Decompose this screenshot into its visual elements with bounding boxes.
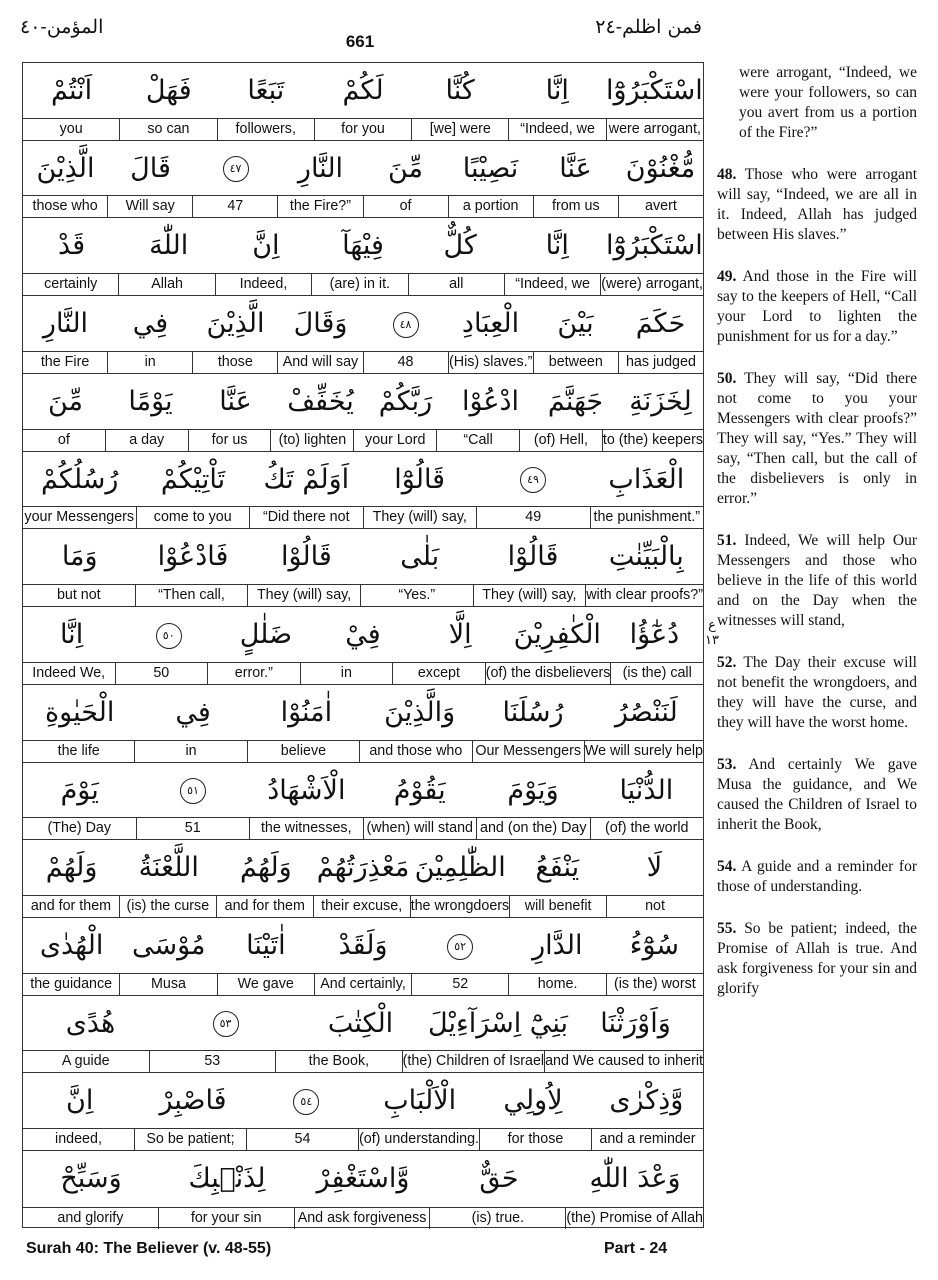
arabic-word: يَقُوْمُ [393, 774, 446, 806]
verse-row [23, 529, 703, 607]
english-gloss: indeed, [23, 1128, 134, 1150]
english-gloss: A guide [23, 1050, 149, 1072]
arabic-word: سُوْٓءُ [629, 930, 680, 962]
english-gloss-line [23, 973, 703, 995]
arabic-word: فِيْهَآ [342, 230, 384, 262]
english-gloss: “Did there not [249, 506, 363, 528]
arabic-word: اللَّعْنَةُ [138, 852, 199, 884]
surah-name-header: المؤمن-٤٠ [20, 16, 104, 38]
arabic-word: اِنَّ [66, 1085, 94, 1117]
english-gloss: and for them [216, 895, 313, 917]
english-gloss: (is the) call [610, 662, 703, 684]
english-gloss: Musa [119, 973, 216, 995]
arabic-word: يَوْمًا [128, 385, 173, 417]
verse-circle: ٤٧ [223, 156, 249, 182]
english-gloss: in [134, 740, 246, 762]
verse-circle: ٤٩ [520, 467, 546, 493]
english-gloss: (the) Children of Israel [402, 1050, 544, 1072]
arabic-word: النَّارِ [42, 308, 89, 340]
english-gloss-line [23, 351, 703, 373]
translation-verse-number: 54. [717, 858, 737, 875]
arabic-word: جَهَنَّمَ [547, 385, 604, 417]
english-gloss: So be patient; [134, 1128, 246, 1150]
arabic-word: اَوَلَمْ تَكُ [263, 463, 350, 495]
translation-verse-text: So be patient; indeed, the Promise of Allah is true. And ask forgiveness for your sin and glorify [717, 920, 917, 997]
arabic-word: وَيَوْمَ [507, 774, 559, 806]
arabic-word: يُخَفِّفْ [287, 385, 354, 417]
arabic-word: وَمَا [61, 541, 98, 573]
english-gloss: the wrongdoers [410, 895, 510, 917]
verse-row [23, 63, 703, 141]
english-gloss: for us [188, 429, 271, 451]
arabic-word: دُعٰٓؤُا [629, 619, 680, 651]
english-gloss: for your sin [158, 1207, 294, 1229]
arabic-word: حَقٌّ [479, 1163, 519, 1195]
translation-verse-text: They will say, “Did there not come to you your Messengers with clear proofs?” They will say, “Yes.” They will say, “Then call, but the call of the disbelievers is only in error.” [717, 370, 917, 507]
translation-verse-number: 55. [717, 920, 737, 937]
english-gloss: (is) the curse [119, 895, 216, 917]
english-gloss: error.” [207, 662, 300, 684]
english-gloss: (of) understanding. [358, 1128, 479, 1150]
arabic-word: الْعِبَادِ [461, 308, 520, 340]
english-gloss: They (will) say, [247, 584, 360, 606]
verse-number-marker [193, 141, 278, 197]
arabic-word: اسْتَكْبَرُوْٓا [606, 75, 703, 106]
english-gloss: were arrogant, [606, 118, 703, 140]
english-gloss: And will say [277, 351, 362, 373]
english-gloss: with clear proofs?” [585, 584, 703, 606]
english-gloss: certainly [23, 273, 118, 295]
verse-row [23, 685, 703, 763]
page-number: 661 [345, 32, 375, 51]
translation-verse-text: Indeed, We will help Our Messengers and those who believe in the life of this world and on the Day when the witnesses will stand, [717, 532, 917, 629]
arabic-word: الْاَلْبَابِ [383, 1085, 457, 1117]
arabic-word: كُنَّا [445, 75, 475, 106]
arabic-word: وَّاسْتَغْفِرْ [316, 1163, 410, 1195]
arabic-line [23, 141, 703, 197]
arabic-line [23, 63, 703, 119]
english-gloss: the Fire [23, 351, 107, 373]
part-name-header: فمن اظلم-٢٤ [595, 16, 702, 38]
arabic-word: مِّنَ [387, 152, 423, 184]
arabic-word: نَصِيْبًا [462, 152, 519, 184]
english-gloss: (were) arrogant, [600, 273, 703, 295]
english-gloss: has judged [618, 351, 703, 373]
arabic-word: تَاْتِيْكُمْ [160, 463, 226, 495]
english-gloss: 48 [363, 351, 448, 373]
arabic-word: هُدًى [65, 1007, 116, 1039]
english-gloss: 47 [192, 195, 277, 217]
english-gloss: (when) will stand [363, 817, 477, 839]
english-gloss: and a reminder [591, 1128, 703, 1150]
arabic-word: اٰمَنُوْا [280, 696, 333, 728]
english-gloss-line [23, 817, 703, 839]
arabic-word: فَادْعُوْا [157, 541, 229, 573]
english-gloss-line [23, 1128, 703, 1150]
arabic-word: قَالَ [130, 152, 171, 184]
english-gloss: avert [618, 195, 703, 217]
translation-verse-number: 53. [717, 756, 737, 773]
arabic-word: الْعَذَابِ [608, 463, 685, 495]
english-gloss: (are) in it. [311, 273, 407, 295]
verse-row [23, 218, 703, 296]
arabic-word: النَّارِ [297, 152, 344, 184]
verse-number-marker [120, 607, 217, 663]
english-gloss: the Fire?” [277, 195, 362, 217]
english-gloss: 51 [136, 817, 250, 839]
english-gloss: 53 [149, 1050, 276, 1072]
english-gloss: a portion [448, 195, 533, 217]
translation-verse-number: 51. [717, 532, 737, 549]
arabic-word: الْكِتٰبَ [327, 1007, 394, 1039]
arabic-word: اِنَّا [545, 230, 569, 262]
arabic-word: ادْعُوْا [461, 385, 520, 417]
english-gloss: come to you [136, 506, 250, 528]
arabic-word: مُوْسَى [131, 930, 206, 962]
arabic-word: حَكَمَ [635, 308, 686, 340]
english-gloss: your Messengers [23, 506, 136, 528]
english-gloss: And certainly, [314, 973, 411, 995]
arabic-word: وَسَبِّحْ [60, 1163, 122, 1195]
arabic-word: تَبَعًا [247, 75, 285, 106]
english-gloss: Will say [107, 195, 192, 217]
english-gloss: and (on the) Day [476, 817, 590, 839]
arabic-word: قَدْ [58, 230, 86, 262]
english-gloss: in [300, 662, 393, 684]
english-gloss: “Call [436, 429, 519, 451]
verse-circle: ٥٠ [156, 623, 182, 649]
arabic-word: ضَلٰلٍ [239, 619, 293, 651]
english-gloss: We will surely help [584, 740, 703, 762]
translation-verse-number: 48. [717, 166, 737, 183]
arabic-word: اِلَّا [448, 619, 472, 651]
arabic-word: وَلَقَدْ [338, 930, 388, 962]
arabic-word: بَيْنَ [557, 308, 594, 340]
translation-verse [717, 919, 917, 999]
verse-row [23, 452, 703, 530]
english-gloss: a day [105, 429, 188, 451]
english-gloss-line [23, 429, 703, 451]
arabic-word: اِنَّا [59, 619, 84, 651]
arabic-word: وَاَوْرَثْنَا [600, 1007, 671, 1039]
english-gloss: their excuse, [313, 895, 410, 917]
translation-verse-number: 50. [717, 370, 737, 387]
arabic-word: الَّذِيْنَ [36, 152, 95, 184]
arabic-line [23, 218, 703, 274]
english-gloss: between [533, 351, 618, 373]
verse-number-marker [412, 918, 509, 974]
english-gloss: you [23, 118, 119, 140]
arabic-line [23, 918, 703, 974]
english-gloss: and for them [23, 895, 119, 917]
english-gloss: to (the) keepers [602, 429, 703, 451]
translation-column [717, 63, 917, 1021]
english-gloss: (The) Day [23, 817, 136, 839]
english-gloss: (the) Promise of Allah [565, 1207, 703, 1229]
english-gloss: the punishment.” [590, 506, 704, 528]
english-gloss: (of) the disbelievers [485, 662, 611, 684]
translation-verse-text: And certainly We gave Musa the guidance, and We caused the Children of Israel to inherit the Book, [717, 756, 917, 833]
arabic-line [23, 685, 703, 741]
arabic-word: رَبَّكُمْ [378, 385, 433, 417]
english-gloss: but not [23, 584, 135, 606]
arabic-word: الْهُدٰى [39, 930, 104, 962]
english-gloss: Indeed, [215, 273, 311, 295]
arabic-word: الْحَيٰوةِ [44, 696, 115, 728]
arabic-word: لِاُولِي [503, 1085, 563, 1117]
arabic-line [23, 452, 703, 508]
english-gloss: “Indeed, we [508, 118, 605, 140]
english-gloss: all [408, 273, 504, 295]
verse-row [23, 1151, 703, 1229]
translation-verse [717, 653, 917, 733]
translation-verse [717, 531, 917, 631]
english-gloss: We gave [217, 973, 314, 995]
arabic-word: لَنَنْصُرُ [614, 696, 678, 728]
arabic-word: بَلٰى [400, 541, 440, 573]
arabic-word: مِّنَ [47, 385, 83, 417]
english-gloss-line [23, 1207, 703, 1229]
english-gloss: home. [508, 973, 605, 995]
english-gloss: your Lord [353, 429, 436, 451]
verse-row [23, 607, 703, 685]
english-gloss: They (will) say, [473, 584, 586, 606]
verse-circle: ٥٤ [293, 1089, 319, 1115]
arabic-word: عَنَّا [219, 385, 252, 417]
translation-verse-text: The Day their excuse will not benefit the wrongdoers, and they will have the curse, and they will have the worst home. [717, 654, 917, 731]
arabic-word: مَعْذِرَتُهُمْ [316, 852, 410, 884]
verse-circle: ٥٢ [447, 934, 473, 960]
english-gloss-line [23, 506, 703, 528]
arabic-word: فِي [132, 308, 169, 340]
english-gloss: (of) the world [590, 817, 704, 839]
arabic-word: اسْتَكْبَرُوْٓا [606, 230, 703, 262]
english-gloss: believe [247, 740, 359, 762]
verse-number-marker [250, 1073, 363, 1129]
translation-verse [717, 267, 917, 347]
english-gloss: the life [23, 740, 134, 762]
arabic-word: فِيْ [345, 619, 381, 651]
verse-circle: ٤٨ [393, 312, 419, 338]
english-gloss: “Then call, [135, 584, 248, 606]
english-gloss: and those who [359, 740, 471, 762]
arabic-word: فِي [175, 696, 211, 728]
english-gloss: of [23, 429, 105, 451]
arabic-word: اٰتَيْنَا [246, 930, 286, 962]
verse-circle: ٥٣ [213, 1011, 239, 1037]
arabic-word: اِنَّ [252, 230, 280, 262]
english-gloss: followers, [217, 118, 314, 140]
arabic-word: فَهَلْ [145, 75, 192, 106]
arabic-line [23, 840, 703, 896]
arabic-word: وَالَّذِيْنَ [384, 696, 456, 728]
arabic-line [23, 996, 703, 1052]
english-gloss: Our Messengers [472, 740, 584, 762]
verse-row [23, 1073, 703, 1151]
arabic-word: وَلَهُمُ [240, 852, 292, 884]
verse-circle: ٥١ [180, 778, 206, 804]
word-by-word-grid [22, 62, 704, 1228]
arabic-word: الظّٰلِمِيْنَ [414, 852, 506, 884]
english-gloss-line [23, 662, 703, 684]
arabic-word: الدَّارِ [532, 930, 583, 962]
english-gloss: so can [119, 118, 216, 140]
translation-verse-text: Those who were arrogant will say, “Indeed, we are all in it. Indeed, Allah has judged between His slaves.” [717, 166, 917, 243]
arabic-word: لِذَنْۢبِكَ [188, 1163, 266, 1195]
english-gloss-line [23, 1050, 703, 1072]
verse-number-marker [476, 452, 589, 508]
arabic-word: رُسُلُكُمْ [40, 463, 119, 495]
verse-row [23, 141, 703, 219]
english-gloss: (of) Hell, [519, 429, 602, 451]
translation-verse-number: 49. [717, 268, 737, 285]
arabic-word: يَوْمَ [60, 774, 99, 806]
english-gloss: will benefit [509, 895, 606, 917]
english-gloss: They (will) say, [363, 506, 477, 528]
arabic-word: بِالْبَيِّنٰتِ [608, 541, 684, 573]
arabic-word: وَقَالَ [293, 308, 348, 340]
arabic-line [23, 607, 703, 663]
english-gloss: “Indeed, we [504, 273, 600, 295]
arabic-word: اِنَّا [545, 75, 569, 106]
english-gloss-line [23, 895, 703, 917]
english-gloss: and We caused to inherit [544, 1050, 703, 1072]
arabic-word: اَنْتُمْ [51, 75, 93, 106]
english-gloss: for those [479, 1128, 591, 1150]
english-gloss: the Book, [275, 1050, 402, 1072]
english-gloss-line [23, 195, 703, 217]
translation-verse [717, 857, 917, 897]
translation-continuation: were arrogant, “Indeed, we were your followers, so can you avert from us a portion of the Fire?” [739, 64, 917, 141]
arabic-word: بَنِيْٓ اِسْرَآءِيْلَ [428, 1007, 568, 1039]
translation-verse-number: 52. [717, 654, 737, 671]
english-gloss: 50 [115, 662, 208, 684]
translation-verse [717, 755, 917, 835]
english-gloss: except [392, 662, 485, 684]
english-gloss: 52 [411, 973, 508, 995]
english-gloss: not [606, 895, 703, 917]
footer-surah: Surah 40: The Believer (v. 48-55) [26, 1240, 272, 1257]
english-gloss: 54 [246, 1128, 358, 1150]
english-gloss: of [363, 195, 448, 217]
verse-number-marker [363, 296, 448, 352]
english-gloss: for you [314, 118, 411, 140]
arabic-word: لَا [646, 852, 663, 884]
arabic-word: وَّذِكْرٰى [609, 1085, 684, 1117]
english-gloss: 49 [476, 506, 590, 528]
verse-row [23, 374, 703, 452]
english-gloss: those [192, 351, 277, 373]
english-gloss: Indeed We, [23, 662, 115, 684]
arabic-word: لَكُمْ [342, 75, 384, 106]
arabic-word: الْاَشْهَادُ [267, 774, 346, 806]
english-gloss-line [23, 273, 703, 295]
english-gloss: “Yes.” [360, 584, 473, 606]
english-gloss: Allah [118, 273, 214, 295]
english-gloss-line [23, 740, 703, 762]
translation-verse-text: And those in the Fire will say to the keepers of Hell, “Call your Lord to lighten the punishment for us for a day.” [717, 268, 917, 345]
english-gloss: the witnesses, [249, 817, 363, 839]
translation-verse [717, 165, 917, 245]
verse-row [23, 996, 703, 1074]
arabic-line [23, 296, 703, 352]
ruku-marker: ع ١٣ [705, 618, 719, 648]
verse-number-marker [136, 763, 249, 819]
english-gloss: [we] were [411, 118, 508, 140]
translation-verse-text: A guide and a reminder for those of understanding. [717, 858, 917, 895]
verse-row [23, 296, 703, 374]
arabic-word: اللّٰهَ [149, 230, 189, 262]
arabic-word: مُّغْنُوْنَ [625, 152, 696, 184]
arabic-word: رُسُلَنَا [502, 696, 564, 728]
english-gloss-line [23, 118, 703, 140]
english-gloss: the guidance [23, 973, 119, 995]
english-gloss: (His) slaves.” [448, 351, 533, 373]
english-gloss: in [107, 351, 192, 373]
english-gloss: those who [23, 195, 107, 217]
arabic-line [23, 763, 703, 819]
arabic-word: الَّذِيْنَ [206, 308, 265, 340]
translation-verse [717, 369, 917, 509]
verse-number-marker [158, 996, 293, 1052]
arabic-word: الدُّنْيَا [619, 774, 674, 806]
english-gloss-line [23, 584, 703, 606]
arabic-word: قَالُوْا [507, 541, 559, 573]
english-gloss: and glorify [23, 1207, 158, 1229]
arabic-word: عَنَّا [559, 152, 592, 184]
arabic-word: لِخَزَنَةِ [629, 385, 692, 417]
english-gloss: (to) lighten [270, 429, 353, 451]
arabic-word: وَلَهُمْ [45, 852, 98, 884]
english-gloss: from us [533, 195, 618, 217]
verse-row [23, 763, 703, 841]
arabic-line [23, 529, 703, 585]
arabic-word: فَاصْبِرْ [159, 1085, 227, 1117]
footer-part: Part - 24 [604, 1240, 668, 1257]
english-gloss: (is the) worst [606, 973, 703, 995]
arabic-line [23, 1151, 703, 1207]
english-gloss: (is) true. [429, 1207, 565, 1229]
verse-row [23, 840, 703, 918]
arabic-word: الْكٰفِرِيْنَ [513, 619, 601, 651]
english-gloss: And ask forgiveness [294, 1207, 430, 1229]
arabic-word: كُلٌّ [443, 230, 477, 262]
verse-row [23, 918, 703, 996]
arabic-line [23, 374, 703, 430]
arabic-word: قَالُوْا [280, 541, 332, 573]
arabic-word: قَالُوْٓا [394, 463, 446, 495]
arabic-word: يَنْفَعُ [535, 852, 580, 884]
arabic-word: وَعْدَ اللّٰهِ [589, 1163, 681, 1195]
arabic-line [23, 1073, 703, 1129]
